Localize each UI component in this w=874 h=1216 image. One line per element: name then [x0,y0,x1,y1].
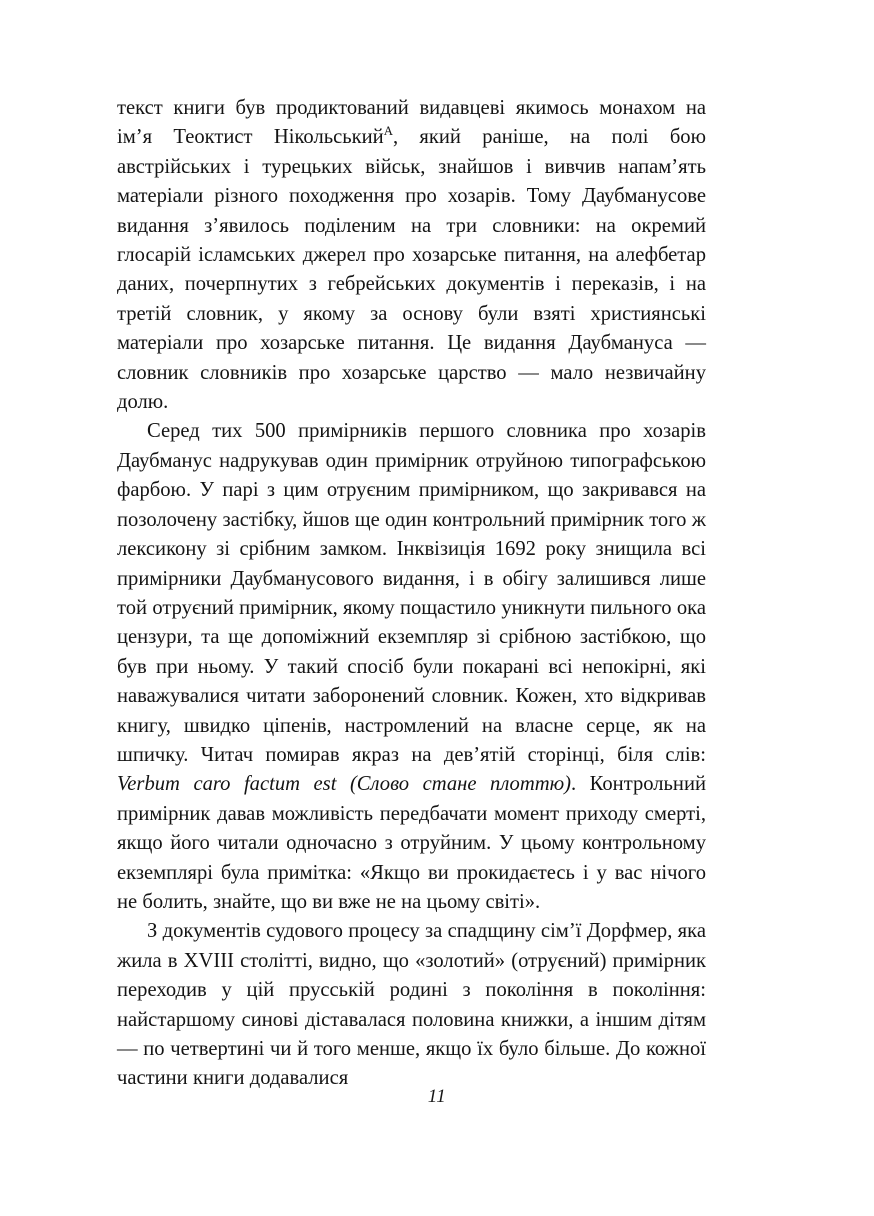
italic-phrase: Verbum caro factum est (Слово стане плоттю) [117,773,571,796]
footnote-marker: A [383,124,393,139]
body-text-block [117,94,706,1094]
page-number: 11 [427,1086,447,1107]
paragraph-2: Серед тих 500 примірників першого словника про хозарів Даубманус надрукував один примірник отруйною типографською фарбою. У парі з цим отруєним примірником, що закривався на позолочену застібку, йшов ще один контрольний примірник того ж лексикону зі срібним замком. Інквізиція 1692 року знищила всі примірники Даубманусового видання, і в обігу залишився лише той отруєний примірник, якому пощастило уникнути пильного ока цензури, та ще допоміжний екземпляр зі срібною застібкою, що був при ньому. У такий спосіб були покарані всі непокірні, які наважувалися читати заборонений словник. Кожен, хто відкривав книгу, швидко ціпенів, настромлений на власне серце, як на шпичку. Читач помирав якраз на дев’ятій сторінці, біля слів: Verbum caro factum est (Слово стане плоттю). Контрольний примірник давав можливість передбачати момент приходу смерті, якщо його читали одночасно з отруйним. У цьому контрольному екземплярі була примітка: «Якщо ви прокидаєтесь і у вас нічого не болить, знайте, що ви вже не на цьому світі». [117,420,706,913]
paragraph-3: З документів судового процесу за спадщину сім’ї Дорфмер, яка жила в XVIII столітті, видно, що «золотий» (отруєний) примірник переходив у цій прусській родині з покоління в покоління: найстаршому синові діставалася половина книжки, а іншим дітям — по четвертині чи й того менше, якщо їх було більше. До кожної частини книги додавалися [117,920,706,1090]
paragraph-1: текст книги був продиктований видавцеві якимось монахом на ім’я Теоктист Нікольський$^A$, який раніше, на полі бою австрійських і турецьких військ, знайшов і вивчив напам’ять матеріали різного походження про хозарів. Тому Даубманусове видання з’явилось поділеним на три словники: на окремий глосарій ісламських джерел про хозарське питання, на алефбетар даних, почерпнутих з гебрейських документів і переказів, і на третій словник, у якому за основу були взяті християнські матеріали про хозарське питання. Це видання Даубмануса — словник словників про хозарське царство — мало незвичайну долю. [117,97,706,414]
